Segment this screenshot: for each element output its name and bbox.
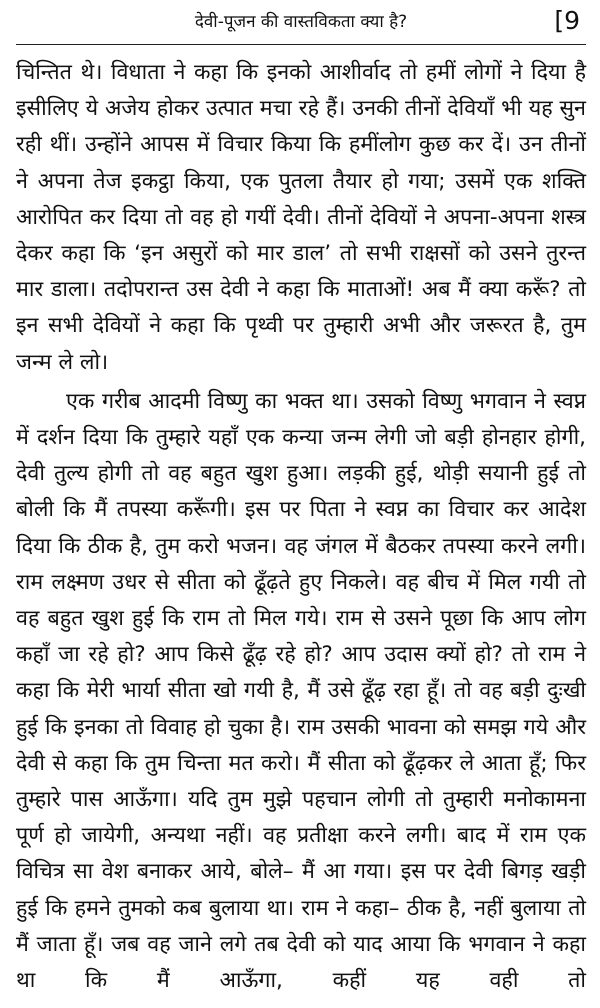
- running-title: देवी-पूजन की वास्तविकता क्या है?: [194, 12, 408, 32]
- running-header: [16, 0, 586, 45]
- page-number: [9: [554, 6, 580, 35]
- paragraph-2: एक गरीब आदमी विष्णु का भक्त था। उसको विष्णु भगवान ने स्वप्न में दर्शन दिया कि तुम्हारे यहाँ एक कन्या जन्म लेगी जो बड़ी होनहार होगी, देवी तुल्य होगी तो वह बहुत खुश हुआ। लड़की हुई, थोड़ी सयानी हुई तो बोली कि मैं तपस्या करूँगी। इस पर पिता ने स्वप्न का विचार कर आदेश दिया कि ठीक है, तुम करो भजन। वह जंगल में बैठकर तपस्या करने लगी। राम लक्ष्मण उधर से सीता को ढूँढ़ते हुए निकले। वह बीच में मिल गयी तो वह बहुत खुश हुई कि राम तो मिल गये। राम से उसने पूछा कि आप लोग कहाँ जा रहे हो? आप किसे ढूँढ़ रहे हो? आप उदास क्यों हो? तो राम ने कहा कि मेरी भार्या सीता खो गयी है, मैं उसे ढूँढ़ रहा हूँ। तो वह बड़ी दुःखी हुई कि इनका तो विवाह हो चुका है। राम उसकी भावना को समझ गये और देवी से कहा कि तुम चिन्ता मत करो। मैं सीता को ढूँढ़कर ले आता हूँ; फिर तुम्हारे पास आऊँगा। यदि तुम मुझे पहचान लोगी तो तुम्हारी मनोकामना पूर्ण हो जायेगी, अन्यथा नहीं। वह प्रतीक्षा करने लगी। बाद में राम एक विचित्र सा वेश बनाकर आये, बोले– मैं आ गया। इस पर देवी बिगड़ खड़ी हुई कि हमने तुमको कब बुलाया था। राम ने कहा– ठीक है, नहीं बुलाया तो मैं जाता हूँ। जब वह जाने लगे तब देवी को याद आया कि भगवान ने कहा था कि मैं आऊँगा, कहीं यह वही तो: [16, 388, 586, 994]
- body-text: [16, 55, 586, 999]
- paragraph-1: चिन्तित थे। विधाता ने कहा कि इनको आशीर्वाद तो हमीं लोगों ने दिया है इसीलिए ये अजेय होकर उत्पात मचा रहे हैं। उनकी तीनों देवियाँ भी यह सुन रही थीं। उन्होंने आपस में विचार किया कि हमींलोग कुछ कर दें। उन तीनों ने अपना तेज इकट्ठा किया, एक पुतला तैयार हो गया; उसमें एक शक्ति आरोपित कर दिया तो वह हो गयीं देवी। तीनों देवियों ने अपना-अपना शस्त्र देकर कहा कि ‘इन असुरों को मार डाल’ तो सभी राक्षसों को उसने तुरन्त मार डाला। तदोपरान्त उस देवी ने कहा कि माताओं! अब मैं क्या करूँ? तो इन सभी देवियों ने कहा कि पृथ्वी पर तुम्हारी अभी और जरूरत है, तुम जन्म ले लो।: [16, 60, 586, 375]
